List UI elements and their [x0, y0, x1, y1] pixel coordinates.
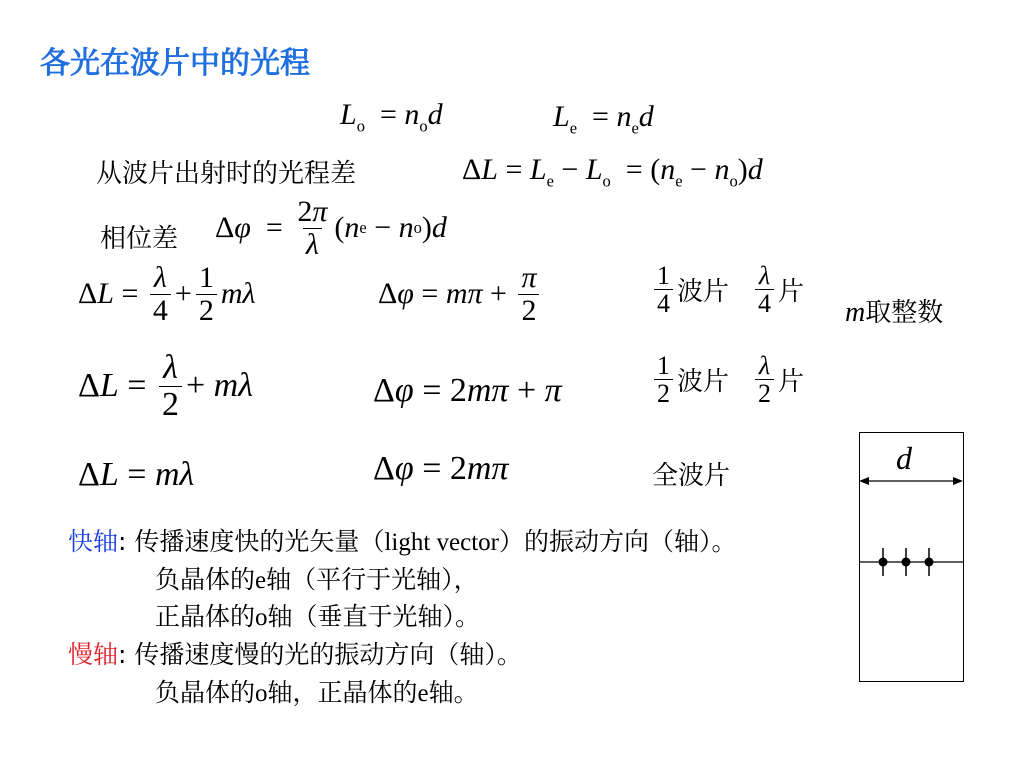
row3-plate: 全波片: [652, 461, 731, 491]
eq-row2-path: Δ L = $\frac{\lambda}{2}$ + mλ: [78, 349, 253, 423]
slide-title: 各光在波片中的光程: [40, 46, 310, 81]
fast-axis-line: 快轴: 传播速度快的光矢量（light vector）的振动方向（轴）。: [68, 527, 737, 556]
phase-diff-label: 相位差: [100, 224, 179, 254]
slow-axis-line: 慢轴: 传播速度慢的光的振动方向（轴）。: [68, 640, 522, 669]
eq-row2-phase: Δ φ = 2 mπ + π: [373, 372, 562, 409]
fast-axis-negative: 负晶体的e轴（平行于光轴），: [155, 565, 479, 594]
diagram-lines: [855, 470, 967, 580]
row2-plate: $\frac{1}{2}$ 波片 $\frac{\lambda}{2}$ 片: [650, 352, 804, 408]
slow-axis-crystals: 负晶体的o轴，正晶体的e轴。: [155, 678, 479, 707]
fast-axis-label: 快轴: [68, 527, 119, 556]
eq-phase-diff: Δ φ = $\frac{2\pi}{\lambda}$ ( n e − n o ) d: [215, 195, 447, 261]
eq-lo: $L_o = n_od$: [340, 98, 443, 136]
eq-row3-phase: Δφ = 2mπ: [373, 450, 509, 487]
eq-row1-path: Δ L = $\frac{\lambda}{4}$ + $\frac{1}{2}$ mλ: [78, 261, 256, 327]
thickness-label: d: [896, 440, 912, 476]
m-integer-note: m取整数: [845, 297, 944, 328]
slow-axis-label: 慢轴: [68, 640, 119, 669]
eq-row1-phase: Δ φ = mπ + $\frac{\pi}{2}$: [378, 262, 543, 326]
fast-axis-positive: 正晶体的o轴（垂直于光轴）。: [155, 602, 481, 631]
eq-le: $L_e = n_ed$: [553, 100, 654, 138]
path-diff-label: 从波片出射时的光程差: [96, 159, 357, 189]
eq-path-diff: $\Delta L = L_e - L_o = (n_e - n_o)d$: [462, 153, 763, 191]
eq-row3-path: ΔL = mλ: [78, 456, 195, 493]
row1-plate: $\frac{1}{4}$ 波片 $\frac{\lambda}{4}$ 片: [650, 262, 804, 318]
